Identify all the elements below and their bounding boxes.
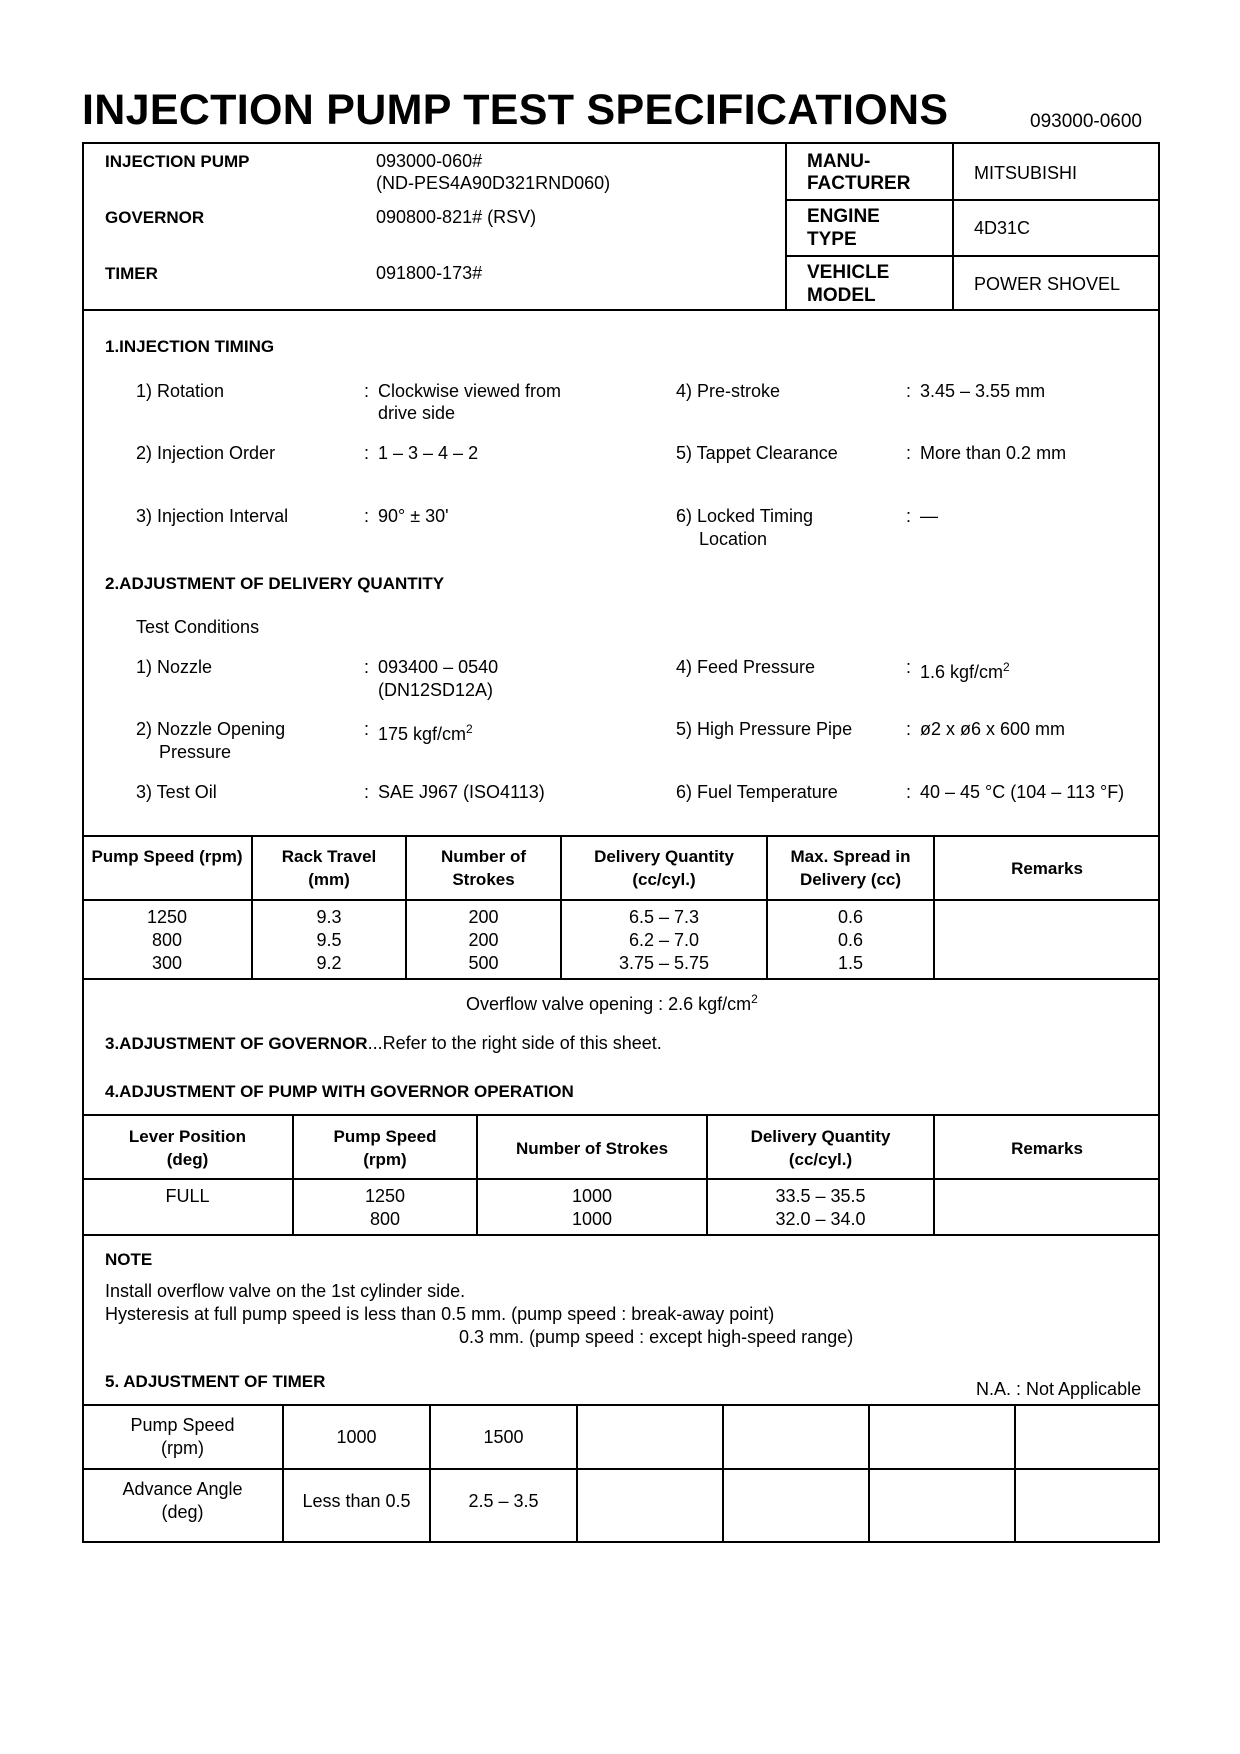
rotation-value-2: drive side [378,403,456,423]
col-header-lever-position-unit: (deg) [166,1150,209,1169]
section-governor-heading: 3.ADJUSTMENT OF GOVERNOR [105,1034,368,1053]
page-title: INJECTION PUMP TEST SPECIFICATIONS [82,86,949,134]
injection-pump-label: INJECTION PUMP [105,152,250,171]
col-header-number-of-strokes: Number of Strokes [515,1139,669,1158]
feed-pressure-label: 4) Feed Pressure [676,657,816,677]
col-header-remarks: Remarks [1011,1139,1083,1158]
col-header-rack-travel: Rack Travel [281,847,377,866]
nozzle-opening-value: 175 kgf/$cm^2$ [378,722,473,744]
governor-label: GOVERNOR [105,208,205,227]
locked-timing-label-2: Location [699,529,768,549]
injection-order-label: 2) Injection Order [136,443,276,463]
col-header-pump-speed-unit: (rpm) [363,1150,407,1169]
fuel-temperature-label: 6) Fuel Temperature [676,782,838,802]
col-header-delivery-unit: (cc/cyl.) [632,870,696,889]
manufacturer-label-2: FACTURER [807,173,911,194]
nozzle-opening-label-2: Pressure [159,742,232,762]
colon: : [364,657,370,677]
note-line-3: 0.3 mm. (pump speed : except high-speed range) [459,1327,854,1347]
col-header-pump-speed: Pump Speed [333,1127,437,1146]
col-header-strokes-2: Strokes [452,870,515,889]
fuel-temperature-value: 40 – 45 °C (104 – 113 °F) [920,782,1125,802]
col-header-max-spread: Max. Spread in [790,847,911,866]
not-applicable-legend: N.A. : Not Applicable [976,1379,1142,1399]
note-heading: NOTE [105,1250,153,1269]
col-header-rack-travel-unit: (mm) [308,870,350,889]
injection-interval-value: 90° ± 30' [378,506,449,526]
engine-type-label-1: ENGINE [807,206,880,227]
col-header-strokes: Number of [441,847,526,866]
timer-table-top [82,1404,1160,1406]
colon: : [364,782,370,802]
injection-interval-label: 3) Injection Interval [136,506,289,526]
col-header-max-spread-2: Delivery (cc) [799,870,902,889]
col-header-delivery-quantity-unit: (cc/cyl.) [788,1150,853,1169]
overflow-valve-note: Overflow valve opening : 2.6 kgf/$cm^2$ [466,992,758,1014]
manufacturer-label-1: MANU- [807,151,871,172]
nozzle-value: 093400 – 0540 [378,657,499,677]
pre-stroke-label: 4) Pre-stroke [676,381,781,401]
section-governor [105,1032,662,1055]
locked-timing-label: 6) Locked Timing [676,506,814,526]
col-header-remarks: Remarks [1011,859,1083,878]
colon: : [364,443,370,463]
tappet-clearance-label: 5) Tappet Clearance [676,443,838,463]
feed-pressure-value: 1.6 kgf/$cm^2$ [920,660,1010,682]
high-pressure-pipe-value: ø2 x ø6 x 600 mm [920,719,1066,739]
section-injection-timing-heading: 1.INJECTION TIMING [105,337,275,356]
nozzle-value-2: (DN12SD12A) [378,680,494,700]
timer-label: TIMER [105,264,158,283]
vehicle-model-label-1: VEHICLE [807,262,890,283]
section-timer-heading: 5. ADJUSTMENT OF TIMER [105,1372,326,1391]
colon: : [364,381,370,401]
vehicle-model-label-2: MODEL [807,285,876,306]
colon: : [364,719,370,739]
col-header-pump-speed: Pump Speed (rpm) [91,847,243,866]
rotation-value: Clockwise viewed from [378,381,562,401]
timer-value: 091800-173# [376,263,483,283]
colon: : [906,506,912,526]
high-pressure-pipe-label: 5) High Pressure Pipe [676,719,853,739]
col-header-lever-position: Lever Position [128,1127,247,1146]
document-number: 093000-0600 [1030,111,1142,132]
test-oil-value: SAE J967 (ISO4113) [378,782,545,802]
colon: : [364,506,370,526]
section-delivery-quantity-heading: 2.ADJUSTMENT OF DELIVERY QUANTITY [105,574,445,593]
note-line-1: Install overflow valve on the 1st cylinder side. [105,1281,466,1301]
locked-timing-value: — [920,506,938,526]
col-header-delivery-quantity: Delivery Quantity [750,1127,891,1146]
nozzle-opening-label: 2) Nozzle Opening [136,719,286,739]
engine-type-label-2: TYPE [807,229,857,250]
manufacturer-value: MITSUBISHI [974,163,1078,183]
pump-gov-table-bottom [82,1234,1160,1236]
colon: : [906,657,912,677]
colon: : [906,381,912,401]
col-header-delivery: Delivery Quantity [594,847,734,866]
injection-pump-value: 093000-060# [376,151,483,171]
injection-pump-code: (ND-PES4A90D321RND060) [376,173,611,193]
colon: : [906,719,912,739]
pump-gov-table-top [82,1114,1160,1116]
test-oil-label: 3) Test Oil [136,782,217,802]
test-conditions-label: Test Conditions [136,617,260,637]
colon: : [906,782,912,802]
delivery-table-bottom [82,978,1160,980]
pre-stroke-value: 3.45 – 3.55 mm [920,381,1046,401]
tappet-clearance-value: More than 0.2 mm [920,443,1067,463]
delivery-table-top [82,835,1160,837]
section-governor-text: ...Refer to the right side of this sheet. [367,1033,662,1053]
note-line-2: Hysteresis at full pump speed is less than 0.5 mm. (pump speed : break-away point) [105,1304,775,1324]
nozzle-label: 1) Nozzle [136,657,213,677]
engine-type-value: 4D31C [974,218,1031,238]
governor-value: 090800-821# (RSV) [376,207,537,227]
rotation-label: 1) Rotation [136,381,225,401]
colon: : [906,443,912,463]
section-pump-governor-heading: 4.ADJUSTMENT OF PUMP WITH GOVERNOR OPERATION [105,1082,574,1101]
vehicle-model-value: POWER SHOVEL [974,274,1121,294]
injection-order-value: 1 – 3 – 4 – 2 [378,443,479,463]
